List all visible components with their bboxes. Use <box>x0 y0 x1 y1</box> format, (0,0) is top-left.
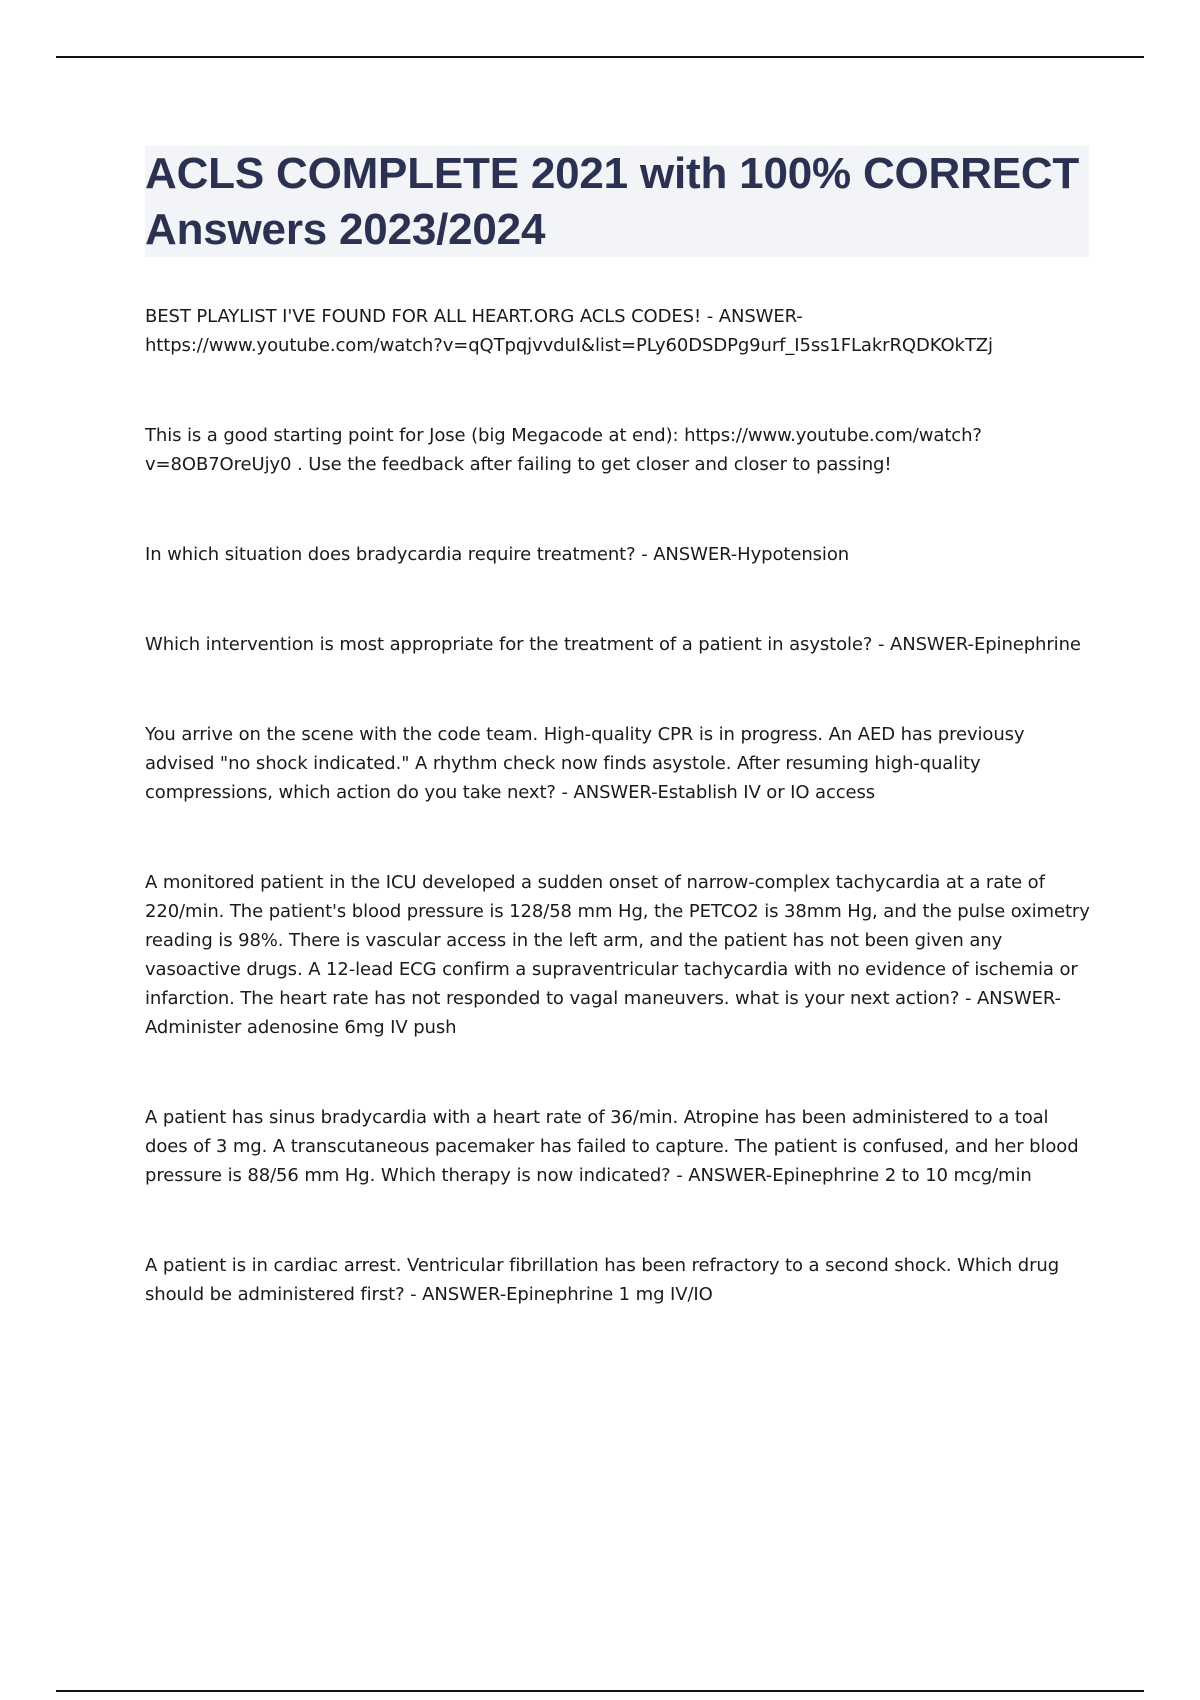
answer-text: Epinephrine <box>973 634 1081 655</box>
qa-entry-3 <box>145 540 1095 569</box>
question-text: A patient has sinus bradycardia with a heart rate of 36/min. Atropine has been administered to a toal does of 3 mg. A transcutaneous pacemaker has failed to capture. The patient is confused, and her blood pressure is 88/56 mm Hg. Which therapy is now indicated? <box>145 1107 1079 1186</box>
bottom-rule <box>56 1690 1144 1692</box>
question-text: Which intervention is most appropriate for the treatment of a patient in asystole? <box>145 634 873 655</box>
top-rule <box>56 56 1144 58</box>
page-title: ACLS COMPLETE 2021 with 100% CORRECT Answers 2023/2024 <box>145 149 1080 254</box>
answer-text: Hypotension <box>737 544 850 565</box>
answer-prefix: - ANSWER- <box>555 782 658 803</box>
answer-prefix: - ANSWER- <box>670 1165 773 1186</box>
question-text: A patient is in cardiac arrest. Ventricular fibrillation has been refractory to a second shock. Which drug should be administered first? <box>145 1255 1060 1305</box>
answer-prefix: - ANSWER- <box>872 634 974 655</box>
note-text: This is a good starting point for Jose (big Megacode at end): https://www.youtube.com/watch?v=8OB7OreUjy0 . Use the feedback after failing to get closer and closer to passing! <box>145 425 982 475</box>
qa-entry-1 <box>145 302 1095 360</box>
question-text: In which situation does bradycardia require treatment? <box>145 544 636 565</box>
qa-entry-8 <box>145 1251 1095 1309</box>
note-entry <box>145 421 1095 479</box>
question-text: You arrive on the scene with the code team. High-quality CPR is in progress. An AED has previousy advised "no shock indicated." A rhythm check now finds asystole. After resuming high-quality compressions, which action do you take next? <box>145 724 1025 803</box>
qa-entry-5 <box>145 720 1095 807</box>
qa-entry-4 <box>145 630 1095 659</box>
qa-entry-7 <box>145 1103 1095 1190</box>
question-text: A monitored patient in the ICU developed a sudden onset of narrow-complex tachycardia at a rate of 220/min. The patient's blood pressure is 128/58 mm Hg, the PETCO2 is 38mm Hg, and the pulse oximetry reading is 98%. There is vascular access in the left arm, and the patient has not been given any vasoactive drugs. A 12-lead ECG confirm a supraventricular tachycardia with no evidence of ischemia or infarction. The heart rate has not responded to vagal maneuvers. what is your next action? <box>145 872 1090 1009</box>
qa-entry-6 <box>145 868 1095 1042</box>
answer-prefix: - ANSWER- <box>635 544 738 565</box>
answer-prefix: - ANSWER- <box>701 306 803 327</box>
answer-text: Epinephrine 2 to 10 mcg/min <box>772 1165 1032 1186</box>
question-text: BEST PLAYLIST I'VE FOUND FOR ALL HEART.ORG ACLS CODES! <box>145 306 702 327</box>
answer-prefix: - ANSWER- <box>959 988 1061 1009</box>
answer-text: Establish IV or IO access <box>657 782 876 803</box>
answer-text: https://www.youtube.com/watch?v=qQTpqjvvduI&list=PLy60DSDPg9urf_I5ss1FLakrRQDKOkTZj <box>145 335 993 356</box>
answer-text: Epinephrine 1 mg IV/IO <box>506 1284 713 1305</box>
answer-prefix: - ANSWER- <box>404 1284 507 1305</box>
answer-text: Administer adenosine 6mg IV push <box>145 1017 457 1038</box>
document-body <box>145 302 1095 1370</box>
